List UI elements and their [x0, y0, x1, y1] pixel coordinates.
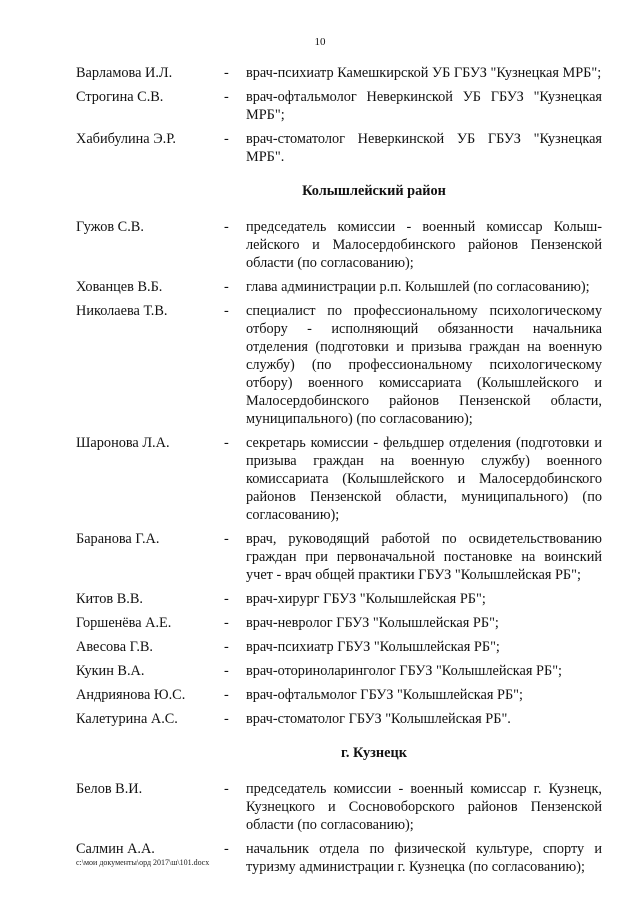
- commission-list: [76, 64, 602, 882]
- member-row: [76, 130, 602, 166]
- member-position: врач-офтальмолог ГБУЗ "Колышлейская РБ";: [246, 687, 523, 703]
- member-name: Хабибулина Э.Р.: [76, 131, 176, 147]
- member-name: Шаронова Л.А.: [76, 435, 170, 451]
- member-name: Николаева Т.В.: [76, 303, 168, 319]
- dash-separator: -: [224, 531, 229, 547]
- dash-separator: -: [224, 663, 229, 679]
- dash-separator: -: [224, 131, 229, 147]
- section-heading: Колышлейский район: [302, 183, 446, 199]
- member-row: [76, 88, 602, 124]
- member-name: Авесова Г.В.: [76, 639, 154, 655]
- dash-separator: -: [224, 615, 229, 631]
- dash-separator: -: [224, 841, 229, 857]
- member-position: врач-стоматолог Неверкинской УБ ГБУЗ "Кузнецкая МРБ".: [246, 131, 602, 165]
- member-position: врач-хирург ГБУЗ "Колышлейская РБ";: [246, 591, 486, 607]
- file-path-footer: c:\мои документы\орд 2017\ш\101.docx: [76, 858, 210, 867]
- dash-separator: -: [224, 219, 229, 235]
- section-heading: г. Кузнецк: [341, 745, 407, 761]
- member-name: Хованцев В.Б.: [76, 279, 163, 295]
- dash-separator: -: [224, 65, 229, 81]
- member-position: врач-оториноларинголог ГБУЗ "Колышлейская РБ";: [246, 663, 563, 679]
- dash-separator: -: [224, 279, 229, 295]
- dash-separator: -: [224, 639, 229, 655]
- member-row: [76, 302, 602, 428]
- member-row: [76, 662, 602, 680]
- dash-separator: -: [224, 89, 229, 105]
- member-position: начальник отдела по физической культуре, спорту и туризму администрации г. Кузнецка (по согласованию);: [246, 841, 602, 875]
- member-name: Калетурина А.С.: [76, 711, 178, 727]
- member-position: врач, руководящий работой по освидетельствованию граждан при первоначальной постановке на воинский учет - врач общей практики ГБУЗ "Колышлейская РБ";: [246, 531, 602, 583]
- member-name: Строгина С.В.: [76, 89, 164, 105]
- member-row: [76, 530, 602, 584]
- member-row: [76, 614, 602, 632]
- member-row: [76, 710, 602, 728]
- member-position: глава администрации р.п. Колышлей (по согласованию);: [246, 279, 590, 295]
- member-position: специалист по профессиональному психологическому отбору - исполняющий обязанности начальника отделения (подготовки и призыва граждан на военную службу) (по профессиональному психологическому отбору) военного комиссариата (Колышлейского и Малосердобинского районов Пензенской области, муниципального) (по согласованию);: [246, 303, 602, 427]
- member-row: [76, 590, 602, 608]
- member-name: Варламова И.Л.: [76, 65, 173, 81]
- dash-separator: -: [224, 711, 229, 727]
- member-position: секретарь комиссии - фельдшер отделения (подготовки и призыва граждан на военную службу) военного комиссариата (Колышлейского и Малосердобинского районов Пензенской области, муниципального) (по согласованию);: [246, 435, 602, 523]
- dash-separator: -: [224, 303, 229, 319]
- member-name: Андриянова Ю.С.: [76, 687, 186, 703]
- dash-separator: -: [224, 687, 229, 703]
- member-position: врач-невролог ГБУЗ "Колышлейская РБ";: [246, 615, 499, 631]
- member-position: врач-психиатр Камешкирской УБ ГБУЗ "Кузнецкая МРБ";: [246, 65, 602, 81]
- member-row: [76, 638, 602, 656]
- member-name: Гужов С.В.: [76, 219, 144, 235]
- member-position: врач-стоматолог ГБУЗ "Колышлейская РБ".: [246, 711, 511, 727]
- member-name: Баранова Г.А.: [76, 531, 160, 547]
- member-name: Белов В.И.: [76, 781, 143, 797]
- member-row: [76, 434, 602, 524]
- member-name: Салмин А.А.: [76, 841, 155, 857]
- member-name: Кукин В.А.: [76, 663, 145, 679]
- member-row: [76, 686, 602, 704]
- member-position: врач-офтальмолог Неверкинской УБ ГБУЗ "Кузнецкая МРБ";: [246, 89, 602, 123]
- page-number: 10: [314, 36, 326, 48]
- member-name: Китов В.В.: [76, 591, 143, 607]
- dash-separator: -: [224, 591, 229, 607]
- member-position: председатель комиссии - военный комиссар Колышлейского и Малосердобинского районов Пензенской области (по согласованию);: [246, 219, 602, 271]
- member-row: [76, 278, 602, 296]
- member-row: [76, 780, 602, 834]
- dash-separator: -: [224, 435, 229, 451]
- dash-separator: -: [224, 781, 229, 797]
- member-row: [76, 64, 602, 82]
- member-position: врач-психиатр ГБУЗ "Колышлейская РБ";: [246, 639, 500, 655]
- member-name: Горшенёва А.Е.: [76, 615, 172, 631]
- member-position: председатель комиссии - военный комиссар г. Кузнецк, Кузнецкого и Сосновоборского районов Пензенской области (по согласованию);: [246, 781, 602, 833]
- member-row: [76, 218, 602, 272]
